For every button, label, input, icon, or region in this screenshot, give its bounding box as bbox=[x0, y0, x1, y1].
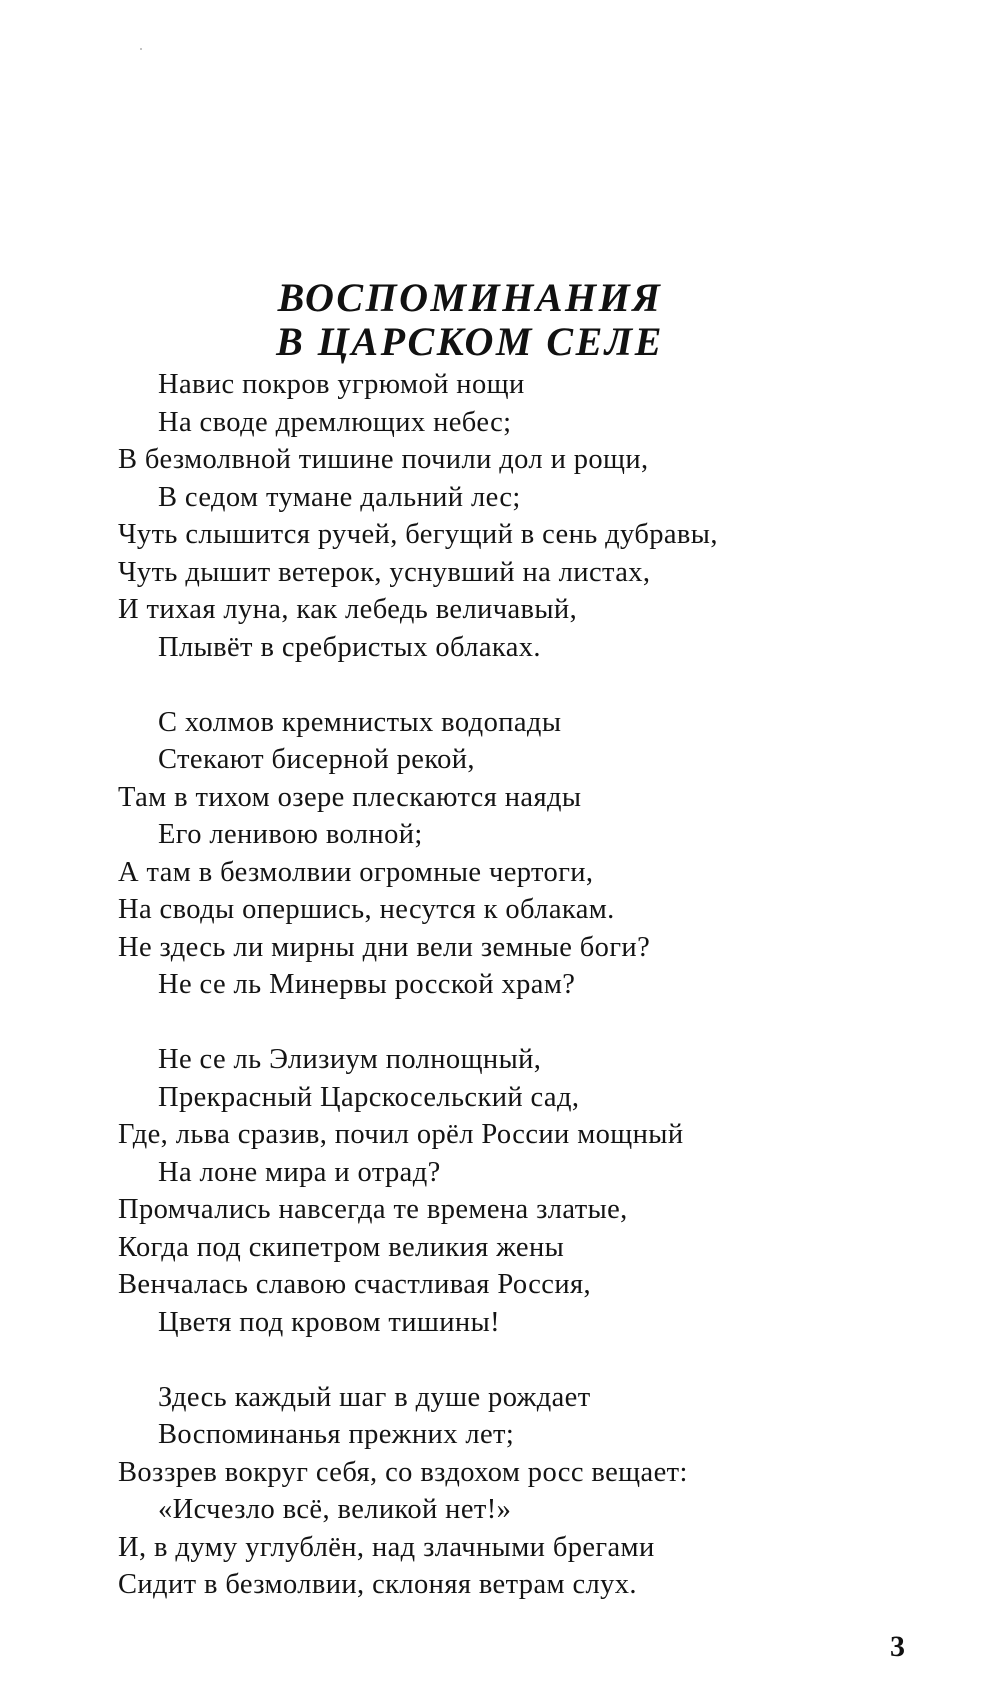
verse-line: Не се ль Элизиум полнощный, bbox=[158, 1044, 542, 1075]
verse-line: Там в тихом озере плескаются наяды bbox=[118, 781, 582, 813]
verse-line: На своде дремлющих небес; bbox=[158, 406, 512, 438]
verse-line: Воззрев вокруг себя, со вздохом росс вещает: bbox=[118, 1456, 688, 1488]
verse-line: Венчалась славою счастливая Россия, bbox=[118, 1269, 592, 1300]
poem-title-line-2: В ЦАРСКОМ СЕЛЕ bbox=[276, 319, 664, 364]
verse-line: «Исчезло всё, великой нет!» bbox=[158, 1494, 512, 1525]
stanza bbox=[118, 704, 978, 1004]
poem-title-line-1: ВОСПОМИНАНИЯ bbox=[277, 275, 663, 320]
verse-line: Чуть дышит ветерок, уснувший на листах, bbox=[118, 556, 651, 588]
verse-line: Не здесь ли мирны дни вели земные боги? bbox=[118, 931, 651, 963]
verse-line: С холмов кремнистых водопады bbox=[158, 706, 562, 738]
verse-line: Где, льва сразив, почил орёл России мощный bbox=[118, 1119, 684, 1150]
verse-line: Навис покров угрюмой нощи bbox=[158, 369, 525, 400]
stanza bbox=[118, 1379, 978, 1604]
verse-line: Здесь каждый шаг в душе рождает bbox=[158, 1381, 591, 1413]
verse-line: Когда под скипетром великия жены bbox=[118, 1231, 565, 1263]
verse-line: В седом тумане дальний лес; bbox=[158, 481, 521, 513]
verse-line: Плывёт в сребристых облаках. bbox=[158, 631, 541, 663]
verse-line: Промчались навсегда те времена златые, bbox=[118, 1194, 628, 1225]
page-number: 3 bbox=[890, 1630, 905, 1663]
stanza bbox=[118, 366, 978, 666]
poem-title bbox=[110, 276, 830, 364]
print-speck bbox=[140, 48, 142, 50]
verse-line: На лоне мира и отрад? bbox=[158, 1156, 441, 1188]
verse-line: Не се ль Минервы росской храм? bbox=[158, 969, 576, 1000]
verse-line: Цветя под кровом тишины! bbox=[158, 1306, 501, 1338]
verse-line: И, в думу углублён, над злачными брегами bbox=[118, 1531, 655, 1563]
verse-line: Прекрасный Царскосельский сад, bbox=[158, 1081, 580, 1113]
verse-line: Стекают бисерной рекой, bbox=[158, 744, 475, 775]
verse-line: А там в безмолвии огромные чертоги, bbox=[118, 856, 594, 888]
verse-line: Сидит в безмолвии, склоняя ветрам слух. bbox=[118, 1569, 637, 1600]
verse-line: Чуть слышится ручей, бегущий в сень дубравы, bbox=[118, 519, 718, 550]
poem-body bbox=[118, 366, 978, 1604]
verse-line: И тихая луна, как лебедь величавый, bbox=[118, 594, 578, 625]
stanza bbox=[118, 1041, 978, 1341]
verse-line: Его ленивою волной; bbox=[158, 819, 423, 850]
verse-line: На своды опершись, несутся к облакам. bbox=[118, 894, 615, 925]
verse-line: В безмолвной тишине почили дол и рощи, bbox=[118, 444, 649, 475]
verse-line: Воспоминанья прежних лет; bbox=[158, 1419, 515, 1450]
